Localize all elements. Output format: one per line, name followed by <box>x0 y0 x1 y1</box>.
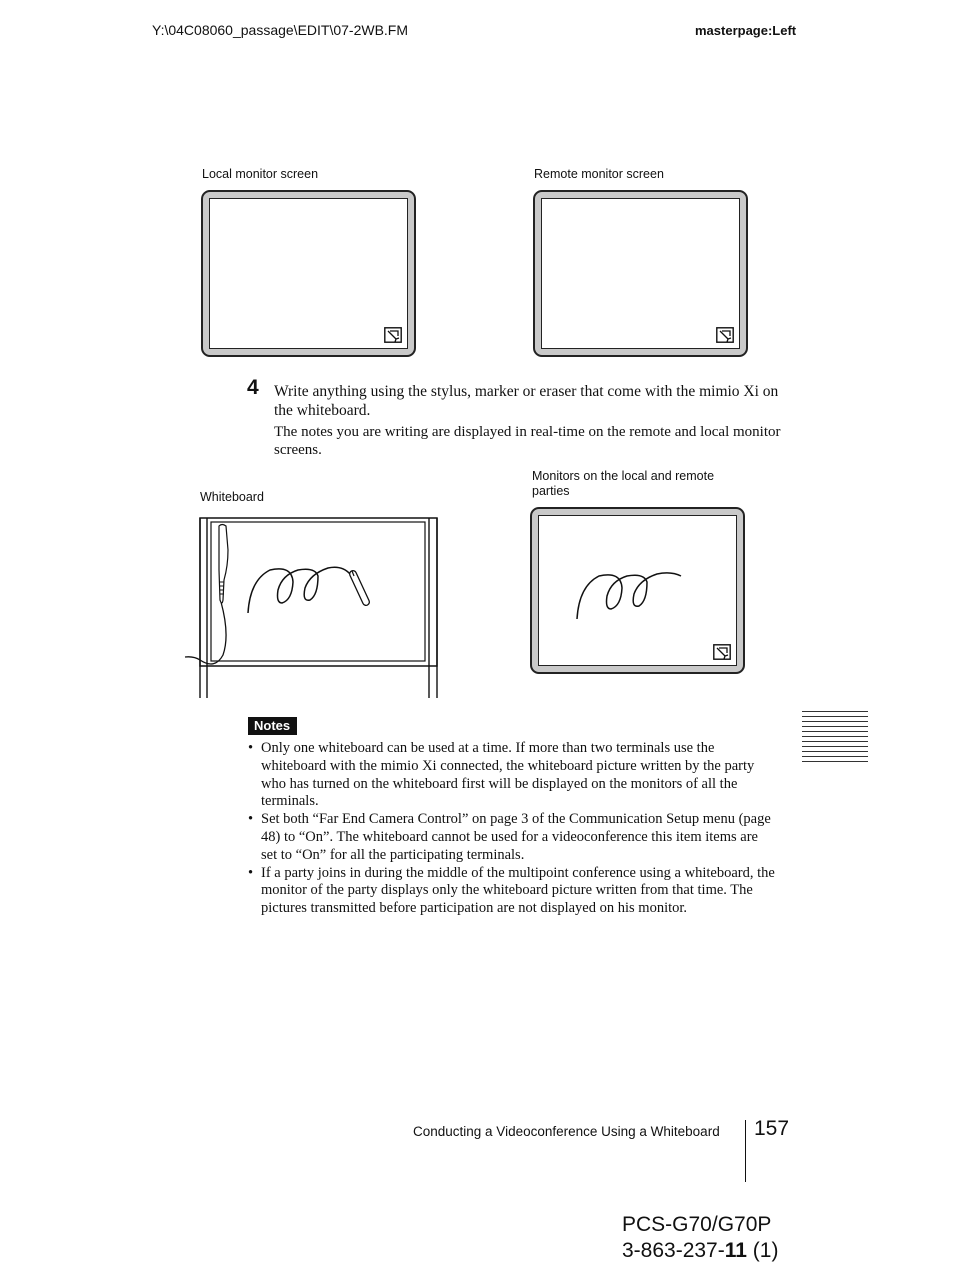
step-number: 4 <box>247 376 259 399</box>
footer-section-title: Conducting a Videoconference Using a Whiteboard <box>413 1124 720 1139</box>
step-text: Write anything using the stylus, marker or eraser that come with the mimio Xi on the whiteboard. <box>274 383 779 419</box>
whiteboard-label: Whiteboard <box>200 490 264 504</box>
masterpage-header: masterpage:Left <box>695 23 797 38</box>
note-item: • Only one whiteboard can be used at a time. If more than two terminals use the whiteboard with the mimio Xi connected, the whiteboard picture written by the party who has turned on the whiteboard first will be displayed on the monitors of all the terminals. <box>247 740 777 811</box>
note-item: • Set both “Far End Camera Control” on page 3 of the Communication Setup menu (page 48) to “On”. The whiteboard cannot be used for a videoconference this item items are set to “On” for all the participating terminals. <box>247 811 777 864</box>
whiteboard-illustration <box>180 510 445 700</box>
note-item: • If a party joins in during the middle of the multipoint conference using a whiteboard, the monitor of the party displays only the whiteboard picture written from that time. The pictures transmitted before participation are not displayed on his monitor. <box>247 865 777 918</box>
notes-list <box>247 740 777 918</box>
notes-badge: Notes <box>248 717 297 735</box>
model-info <box>622 1212 778 1264</box>
remote-monitor <box>533 190 748 357</box>
whiteboard-icon <box>716 327 734 343</box>
monitors-label: Monitors on the local and remote parties <box>532 469 715 498</box>
shared-monitor <box>530 507 745 674</box>
footer-divider <box>745 1120 746 1182</box>
chapter-tab-marker <box>802 711 868 763</box>
remote-monitor-screen <box>541 198 740 349</box>
file-path-header: Y:\04C08060_passage\EDIT\07-2WB.FM <box>152 22 409 38</box>
model-number: PCS-G70/G70P <box>622 1213 772 1236</box>
whiteboard-icon <box>384 327 402 343</box>
step-subtext: The notes you are writing are displayed in real-time on the remote and local monitor screens. <box>274 424 781 458</box>
handwriting-drawing <box>539 516 738 667</box>
whiteboard-icon <box>713 644 731 660</box>
local-monitor <box>201 190 416 357</box>
local-monitor-label: Local monitor screen <box>202 167 319 181</box>
page-number: 157 <box>754 1117 790 1140</box>
remote-monitor-label: Remote monitor screen <box>534 167 664 181</box>
shared-monitor-screen <box>538 515 737 666</box>
local-monitor-screen <box>209 198 408 349</box>
part-number: 3-863-237-11 (1) <box>622 1239 779 1262</box>
